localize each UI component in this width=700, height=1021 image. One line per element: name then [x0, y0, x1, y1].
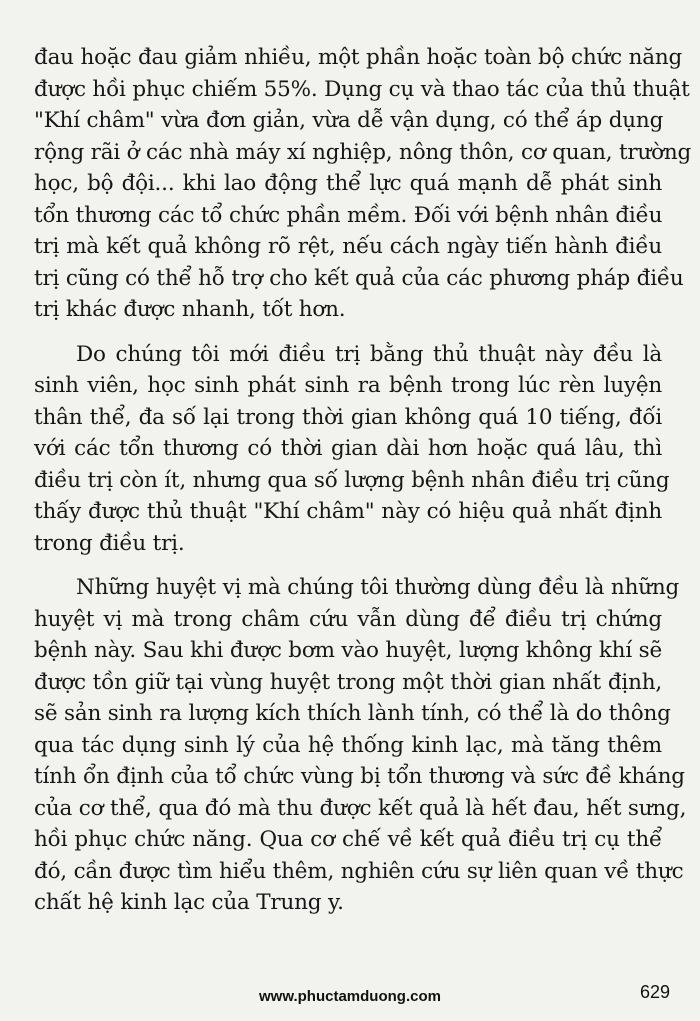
paragraph-gap: [34, 559, 662, 572]
text-line: tổn thương các tổ chức phần mềm. Đối với bệnh nhân điều: [34, 202, 663, 228]
text-line: của cơ thể, qua đó mà thu được kết quả là hết đau, hết sưng,: [34, 795, 687, 821]
body-text: [34, 42, 692, 919]
text-line: chất hệ kinh lạc của Trung y.: [34, 890, 344, 915]
text-line: sẽ sản sinh ra lượng kích thích lành tính, có thể là do thông: [34, 701, 671, 726]
text-line: được hồi phục chiếm 55%. Dụng cụ và thao tác của thủ thuật: [34, 76, 690, 102]
text-line: Do chúng tôi mới điều trị bằng thủ thuật này đều là: [76, 341, 662, 367]
text-line: thấy được thủ thuật "Khí châm" này có hiệu quả nhất định: [34, 499, 662, 524]
text-line: học, bộ đội... khi lao động thể lực quá mạnh dễ phát sinh: [34, 171, 662, 196]
paragraph: [34, 42, 692, 326]
text-line: đó, cần được tìm hiểu thêm, nghiên cứu sự liên quan về thực: [34, 858, 684, 884]
text-line: điều trị còn ít, nhưng qua số lượng bệnh nhân điều trị cũng: [34, 467, 670, 493]
paragraph: [34, 572, 687, 919]
text-line: "Khí châm" vừa đơn giản, vừa dễ vận dụng, có thể áp dụng: [34, 108, 664, 133]
text-line: rộng rãi ở các nhà máy xí nghiệp, nông thôn, cơ quan, trường: [34, 139, 692, 165]
text-line: qua tác dụng sinh lý của hệ thống kinh lạc, mà tăng thêm: [34, 732, 662, 758]
text-line: với các tổn thương có thời gian dài hơn hoặc quá lâu, thì: [34, 436, 662, 461]
text-line: hồi phục chức năng. Qua cơ chế về kết quả điều trị cụ thể: [34, 827, 662, 852]
text-line: sinh viên, học sinh phát sinh ra bệnh trong lúc rèn luyện: [34, 373, 662, 398]
paragraph-gap: [34, 326, 662, 339]
text-line: tính ổn định của tổ chức vùng bị tổn thương và sức đề kháng: [34, 764, 685, 789]
paragraph: [34, 339, 670, 560]
text-line: huyệt vị mà trong châm cứu vẫn dùng để điều trị chứng: [34, 606, 662, 632]
website-url: www.phuctamduong.com: [259, 988, 441, 1005]
text-line: trị mà kết quả không rõ rệt, nếu cách ngày tiến hành điều: [34, 234, 662, 259]
text-line: Những huyệt vị mà chúng tôi thường dùng đều là những: [76, 575, 680, 600]
text-line: trị khác được nhanh, tốt hơn.: [34, 297, 346, 322]
text-line: bệnh này. Sau khi được bơm vào huyệt, lượng không khí sẽ: [34, 638, 662, 663]
text-line: thân thể, đa số lại trong thời gian không quá 10 tiếng, đối: [34, 404, 662, 430]
text-line: được tồn giữ tại vùng huyệt trong một thời gian nhất định,: [34, 669, 662, 695]
text-line: đau hoặc đau giảm nhiều, một phần hoặc toàn bộ chức năng: [34, 45, 683, 70]
text-line: trong điều trị.: [34, 530, 185, 556]
page-number: 629: [639, 982, 670, 1002]
text-line: trị cũng có thể hỗ trợ cho kết quả của các phương pháp điều: [34, 265, 684, 291]
